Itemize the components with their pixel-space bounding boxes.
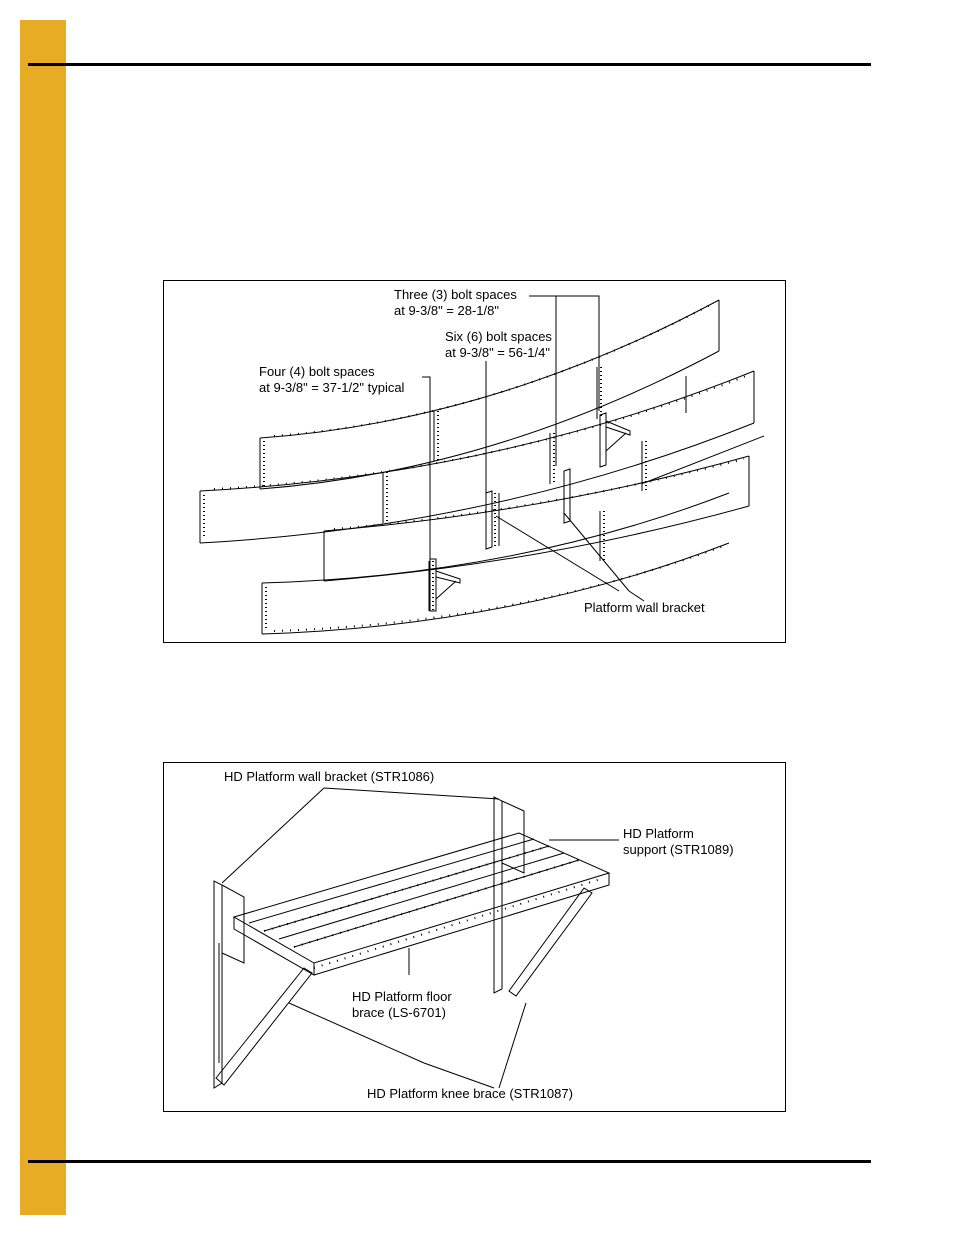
callout-six-bolt-spaces xyxy=(445,329,552,361)
hd-knee-brace-right xyxy=(509,888,592,996)
callout-hd-floor-brace-line2: brace (LS-6701) xyxy=(352,1005,446,1020)
callout-hd-wall-bracket-text: HD Platform wall bracket (STR1086) xyxy=(224,769,435,784)
callout-platform-wall-bracket-text: Platform wall bracket xyxy=(584,600,705,615)
platform-wall-bracket-mid xyxy=(486,491,492,549)
callout-three-bolt-spaces xyxy=(394,287,517,319)
hd-platform-assembly-figure xyxy=(163,762,786,1112)
callout-hd-support-line1: HD Platform xyxy=(623,826,694,841)
callout-hd-platform-support xyxy=(623,826,734,858)
footer-rule xyxy=(28,1160,871,1163)
callout-hd-floor-brace-line1: HD Platform floor xyxy=(352,989,452,1004)
callout-three-bolt-line1: Three (3) bolt spaces xyxy=(394,287,517,302)
callout-hd-floor-brace xyxy=(352,989,452,1021)
bin-wall-bolt-spacing-figure xyxy=(163,280,786,643)
callout-four-bolt-spaces xyxy=(259,364,404,396)
header-rule xyxy=(28,63,871,66)
hd-platform-drawing xyxy=(164,763,785,1111)
callout-hd-support-line2: support (STR1089) xyxy=(623,842,734,857)
platform-wall-bracket-right xyxy=(600,413,630,467)
callout-six-bolt-line2: at 9-3/8" = 56-1/4" xyxy=(445,345,550,360)
hd-wall-bracket-right xyxy=(494,797,524,993)
callout-platform-wall-bracket xyxy=(584,600,705,616)
wall-ring-2 xyxy=(200,371,754,543)
side-color-bar xyxy=(20,20,66,1215)
hd-knee-brace-left xyxy=(216,943,312,1085)
callout-three-bolt-line2: at 9-3/8" = 28-1/8" xyxy=(394,303,499,318)
wall-ring-3 xyxy=(324,436,764,581)
callout-four-bolt-line1: Four (4) bolt spaces xyxy=(259,364,375,379)
hd-platform-frame xyxy=(234,833,609,975)
callout-hd-knee-brace-text: HD Platform knee brace (STR1087) xyxy=(367,1086,573,1101)
callout-hd-wall-bracket xyxy=(224,769,434,785)
platform-wall-bracket-mid2 xyxy=(564,469,570,523)
callout-four-bolt-line2: at 9-3/8" = 37-1/2" typical xyxy=(259,380,405,395)
callout-hd-knee-brace xyxy=(367,1086,573,1102)
callout-six-bolt-line1: Six (6) bolt spaces xyxy=(445,329,552,344)
